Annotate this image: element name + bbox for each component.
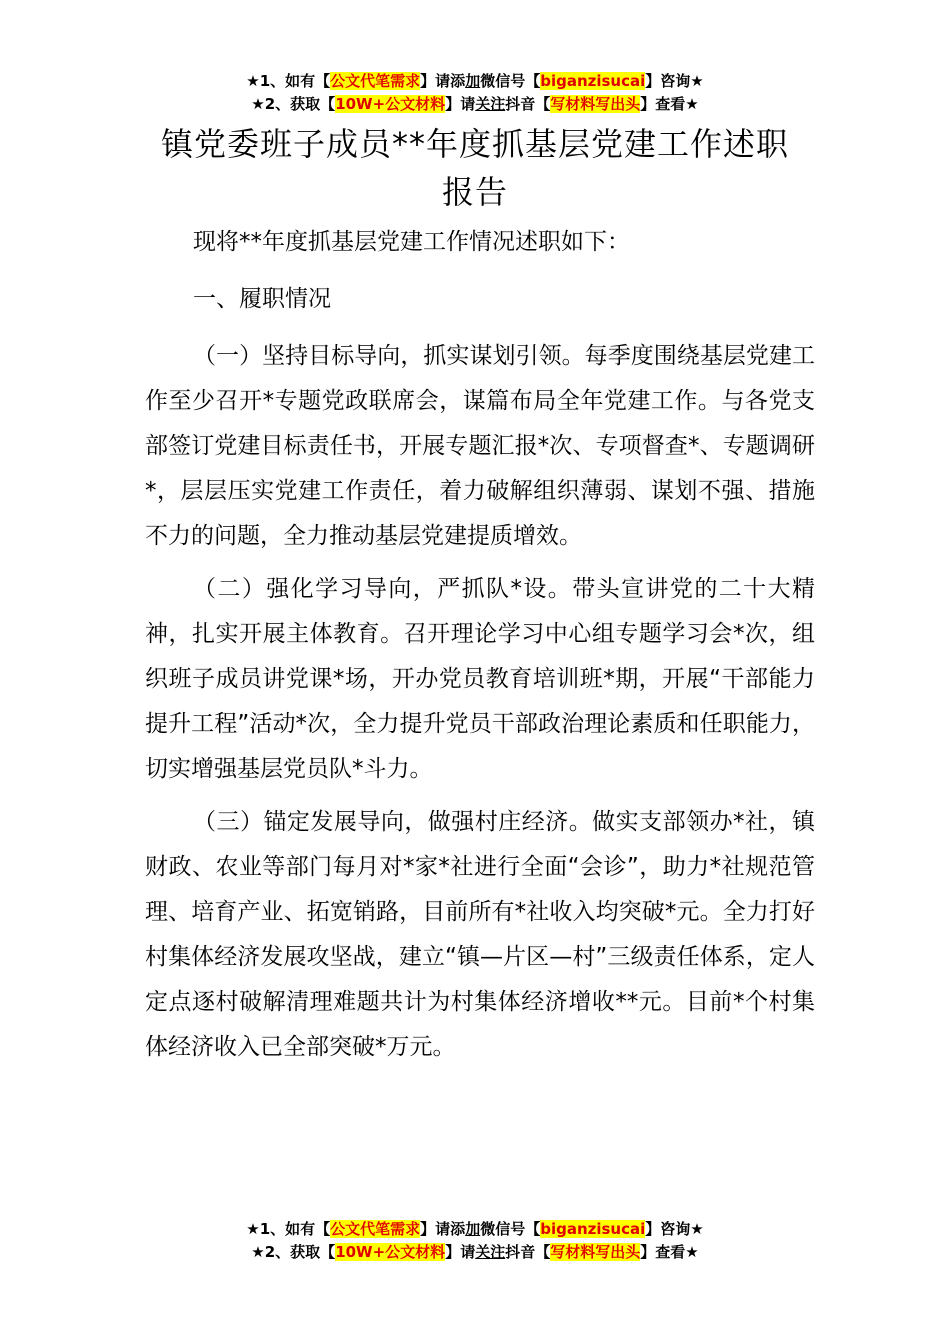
banner-line-1 (0, 1218, 950, 1241)
banner-underlined-text: 关注 (475, 1243, 506, 1261)
banner-underlined-text: 关注 (475, 95, 506, 113)
banner-text: 微信号【 (480, 1220, 541, 1238)
banner-highlight-douyin-account: 写材料写出头 (550, 95, 641, 113)
title-line-1: 镇党委班子成员**年度抓基层党建工作述职 (160, 125, 789, 163)
banner-line-1 (0, 70, 950, 93)
banner-line-2 (0, 93, 950, 116)
banner-text: ★2、获取【 (251, 1243, 336, 1261)
document-body (145, 220, 815, 1078)
top-ad-banner (0, 70, 950, 116)
banner-text: 】请 (445, 95, 476, 113)
banner-text: 微信号【 (480, 72, 541, 90)
banner-highlight-douyin-account: 写材料写出头 (550, 1243, 641, 1261)
banner-highlight-materials: 10W+公文材料 (335, 1243, 446, 1261)
section-heading: 一、履职情况 (193, 286, 331, 312)
banner-highlight-service: 公文代笔需求 (330, 72, 421, 90)
banner-underlined-text: 加 (465, 72, 481, 90)
bottom-ad-banner (0, 1218, 950, 1264)
banner-text: 】查看★ (640, 95, 699, 113)
banner-highlight-wechat-id: biganzisucai (540, 72, 646, 90)
body-paragraph-1: （一）坚持目标导向，抓实谋划引领。每季度围绕基层党建工作至少召开*专题党政联席会，谋篇布局全年党建工作。与各党支部签订党建目标责任书，开展专题汇报*次、专项督查*、专题调研*，层层压实党建工作责任，着力破解组织薄弱、谋划不强、措施不力的问题，全力推动基层党建提质增效。 (145, 343, 815, 549)
banner-text: 抖音【 (505, 1243, 551, 1261)
banner-text: 】请添 (420, 72, 466, 90)
banner-text: 】咨询★ (645, 72, 704, 90)
banner-text: 】咨询★ (645, 1220, 704, 1238)
banner-highlight-service: 公文代笔需求 (330, 1220, 421, 1238)
banner-text: ★1、如有【 (246, 1220, 331, 1238)
banner-text: 抖音【 (505, 95, 551, 113)
banner-text: 】请添 (420, 1220, 466, 1238)
document-title (0, 120, 950, 216)
body-paragraph-2: （二）强化学习导向，严抓队*设。带头宣讲党的二十大精神，扎实开展主体教育。召开理论学习中心组专题学习会*次，组织班子成员讲党课*场，开办党员教育培训班*期，开展“干部能力提升工程”活动*次，全力提升党员干部政治理论素质和任职能力，切实增强基层党员队*斗力。 (145, 576, 815, 782)
banner-line-2 (0, 1241, 950, 1264)
banner-text: 】请 (445, 1243, 476, 1261)
banner-highlight-wechat-id: biganzisucai (540, 1220, 646, 1238)
banner-text: ★1、如有【 (246, 72, 331, 90)
intro-paragraph: 现将**年度抓基层党建工作情况述职如下： (193, 229, 630, 255)
banner-underlined-text: 加 (465, 1220, 481, 1238)
banner-text: ★2、获取【 (251, 95, 336, 113)
banner-text: 】查看★ (640, 1243, 699, 1261)
banner-highlight-materials: 10W+公文材料 (335, 95, 446, 113)
body-paragraph-3: （三）锚定发展导向，做强村庄经济。做实支部领办*社，镇财政、农业等部门每月对*家*社进行全面“会诊”，助力*社规范管理、培育产业、拓宽销路，目前所有*社收入均突破*元。全力打好村集体经济发展攻坚战，建立“镇—片区—村”三级责任体系，定人定点逐村破解清理难题共计为村集体经济增收**元。目前*个村集体经济收入已全部突破*万元。 (145, 809, 815, 1060)
title-line-2: 报告 (441, 173, 508, 211)
